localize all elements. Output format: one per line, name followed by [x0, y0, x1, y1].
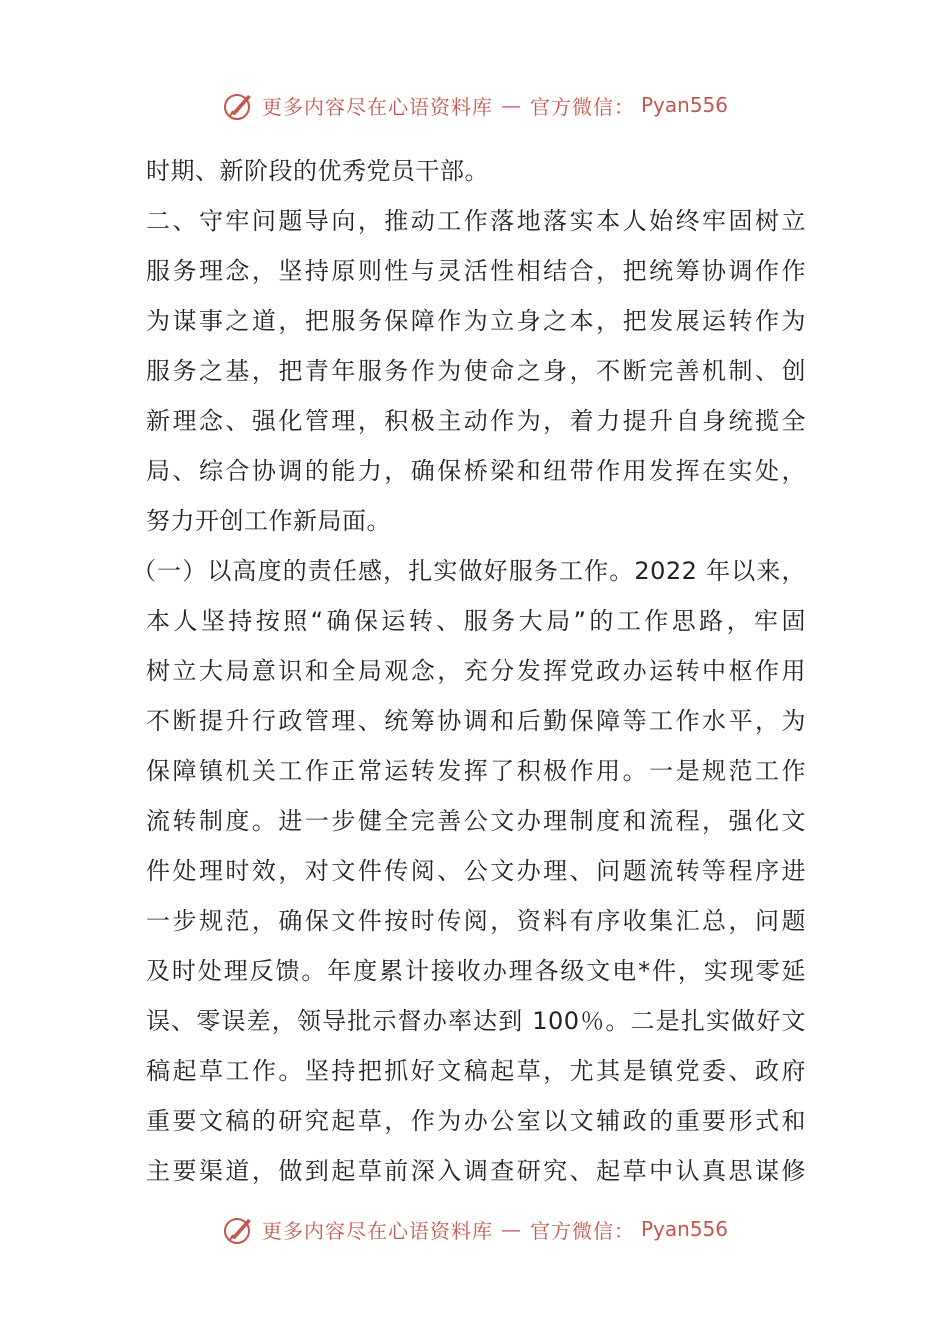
watermark-footer	[0, 1212, 950, 1246]
body-line: 主要渠道，做到起草前深入调查研究、起草中认真思谋修	[146, 1157, 806, 1185]
body-line: 局、综合协调的能力，确保桥梁和纽带作用发挥在实处，	[146, 457, 806, 485]
body-line: 树立大局意识和全局观念，充分发挥党政办运转中枢作用	[146, 657, 806, 685]
body-line: 一步规范，确保文件按时传阅，资料有序收集汇总，问题	[146, 907, 806, 935]
document-body	[132, 146, 806, 1196]
watermark-separator: —	[500, 93, 522, 117]
body-line: 服务之基，把青年服务作为使命之身，不断完善机制、创	[146, 357, 806, 385]
body-line: 件处理时效，对文件传阅、公文办理、问题流转等程序进	[146, 857, 806, 885]
body-line: 及时处理反馈。年度累计接收办理各级文电*件，实现零延	[146, 957, 806, 985]
body-line: （一）以高度的责任感，扎实做好服务工作。2022 年以来，	[132, 557, 806, 585]
watermark-label: 官方微信：	[529, 1218, 635, 1243]
body-line: 流转制度。进一步健全完善公文办理制度和流程，强化文	[146, 807, 806, 835]
body-line: 误、零误差，领导批示督办率达到 100％。二是扎实做好文	[146, 1007, 806, 1035]
watermark-header	[0, 88, 950, 122]
body-line: 保障镇机关工作正常运转发挥了积极作用。一是规范工作	[146, 757, 806, 785]
watermark-separator: —	[500, 1217, 522, 1241]
watermark-text: 更多内容尽在心语资料库	[261, 94, 493, 119]
body-line: 不断提升行政管理、统筹协调和后勤保障等工作水平，为	[146, 707, 806, 735]
body-line: 稿起草工作。坚持把抓好文稿起草，尤其是镇党委、政府	[146, 1057, 806, 1085]
watermark-id: Pyan556	[640, 1217, 728, 1241]
watermark-id: Pyan556	[640, 93, 728, 117]
body-line: 努力开创工作新局面。	[146, 507, 391, 535]
body-line: 服务理念，坚持原则性与灵活性相结合，把统筹协调作作	[146, 257, 806, 285]
watermark-text: 更多内容尽在心语资料库	[261, 1218, 493, 1243]
watermark-label: 官方微信：	[529, 94, 635, 119]
body-line: 本人坚持按照“确保运转、服务大局”的工作思路，牢固	[146, 607, 806, 635]
body-line: 新理念、强化管理，积极主动作为，着力提升自身统揽全	[146, 407, 806, 435]
body-line: 二、守牢问题导向，推动工作落地落实本人始终牢固树立	[146, 207, 806, 235]
body-line: 为谋事之道，把服务保障作为立身之本，把发展运转作为	[146, 307, 806, 335]
quill-pen-circle-icon	[222, 88, 256, 122]
body-line: 时期、新阶段的优秀党员干部。	[146, 157, 489, 185]
quill-pen-circle-icon	[222, 1212, 256, 1246]
body-line: 重要文稿的研究起草，作为办公室以文辅政的重要形式和	[146, 1107, 806, 1135]
